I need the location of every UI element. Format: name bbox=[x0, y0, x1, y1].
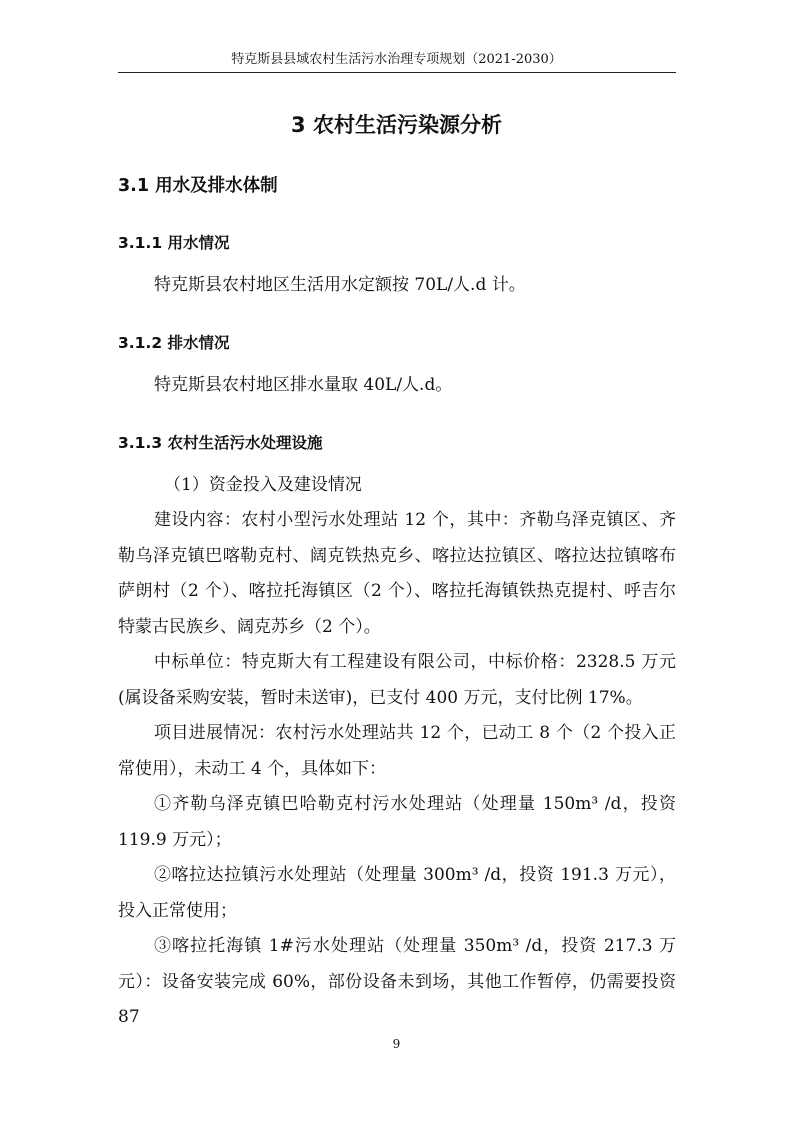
header-divider bbox=[118, 72, 676, 73]
paragraph-progress: 项目进展情况：农村污水处理站共 12 个，已动工 8 个（2 个投入正常使用），未动工 4 个，具体如下： bbox=[118, 723, 676, 779]
paragraph-item-3: ③喀拉托海镇 1#污水处理站（处理量 350m³ /d，投资 217.3 万元）：设备安装完成 60%，部份设备未到场，其他工作暂停，仍需要投资 87 bbox=[118, 936, 676, 1027]
paragraph-item-1: ①齐勒乌泽克镇巴哈勒克村污水处理站（处理量 150m³ /d，投资 119.9 万元）； bbox=[118, 794, 676, 850]
section-heading-3-1: 3.1 用水及排水体制 bbox=[118, 176, 278, 196]
page-number: 9 bbox=[392, 1037, 401, 1051]
paragraph-subheading-funding: （1）资金投入及建设情况 bbox=[164, 475, 362, 495]
page-header: 特克斯县县域农村生活污水治理专项规划（2021-2030） bbox=[231, 52, 562, 67]
paragraph-item-2: ②喀拉达拉镇污水处理站（处理量 300m³ /d，投资 191.3 万元），投入正常使用； bbox=[118, 865, 676, 921]
paragraph-water-use: 特克斯县农村地区生活用水定额按 70L/人.d 计。 bbox=[154, 275, 526, 295]
paragraph-bid-winner: 中标单位：特克斯大有工程建设有限公司，中标价格：2328.5 万元(属设备采购安装，暂时未送审)，已支付 400 万元，支付比例 17%。 bbox=[118, 652, 676, 708]
paragraph-construction-content: 建设内容：农村小型污水处理站 12 个，其中：齐勒乌泽克镇区、齐勒乌泽克镇巴喀勒克村、阔克铁热克乡、喀拉达拉镇区、喀拉达拉镇喀布萨朗村（2 个）、喀拉托海镇区（2 个）、喀拉托海镇铁热克提村、呼吉尔特蒙古民族乡、阔克苏乡（2 个）。 bbox=[118, 510, 676, 637]
paragraph-drainage: 特克斯县农村地区排水量取 40L/人.d。 bbox=[154, 375, 453, 395]
chapter-title: 3 农村生活污染源分析 bbox=[291, 113, 502, 137]
section-heading-3-1-1: 3.1.1 用水情况 bbox=[118, 234, 230, 252]
section-heading-3-1-3: 3.1.3 农村生活污水处理设施 bbox=[118, 434, 323, 452]
section-heading-3-1-2: 3.1.2 排水情况 bbox=[118, 334, 230, 352]
